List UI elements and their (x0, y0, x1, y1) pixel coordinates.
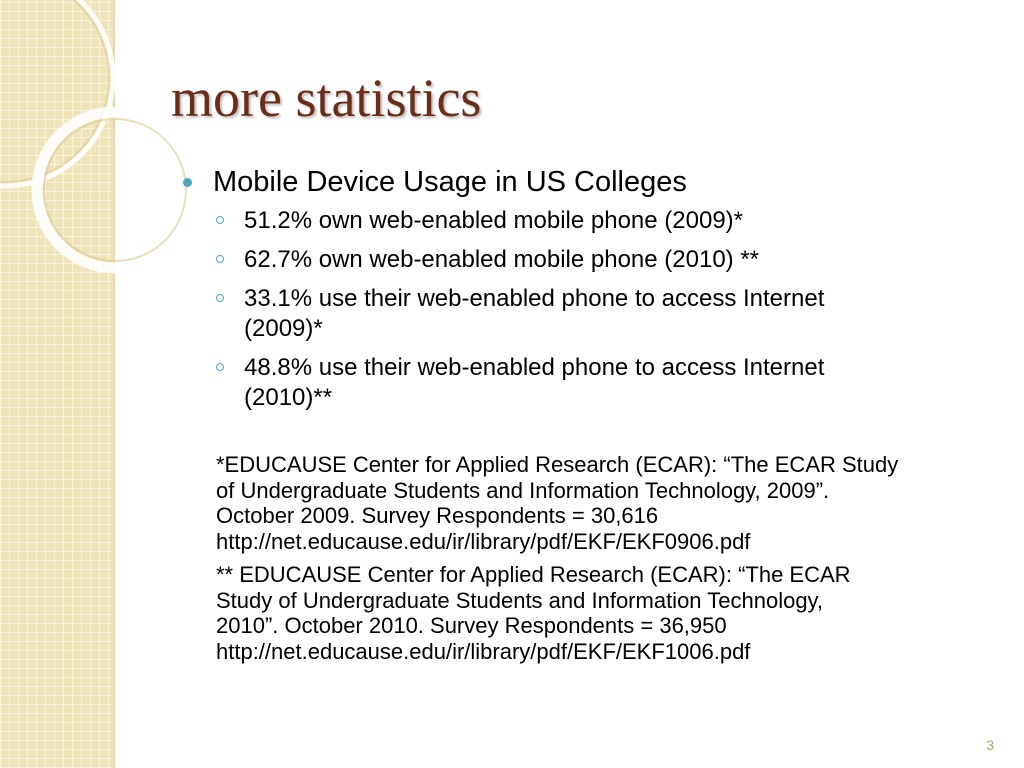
references (216, 452, 996, 672)
reference-2009 (216, 452, 996, 554)
band-edge-line (113, 0, 115, 768)
ring-bullet-icon (216, 216, 224, 224)
reference-line: Study of Undergraduate Students and Information Technology, (216, 587, 824, 613)
sub-bullet-list (213, 206, 1000, 413)
reference-line: *EDUCAUSE Center for Applied Research (ECAR): “The ECAR Study (216, 452, 899, 477)
page-number: 3 (986, 737, 994, 753)
main-content (180, 164, 1000, 422)
reference-line: ** EDUCAUSE Center for Applied Research (ECAR): “The ECAR (216, 562, 851, 587)
sub-bullet-item (213, 245, 1000, 275)
ring-bullet-icon (216, 363, 224, 371)
sub-bullet-text-continued: (2009)* (244, 315, 323, 342)
sub-bullet-item (213, 284, 1000, 344)
sub-bullet-text: 62.7% own web-enabled mobile phone (2010) ** (244, 246, 760, 273)
reference-url: http://net.educause.edu/ir/library/pdf/EKF/EKF1006.pdf (216, 638, 751, 664)
reference-line: of Undergraduate Students and Information Technology, 2009”. (216, 477, 830, 503)
sub-bullet-item (213, 206, 1000, 236)
sub-bullet-text: 33.1% use their web-enabled phone to access Internet (244, 285, 825, 312)
decorative-grid-band (0, 0, 113, 768)
bullet-main (180, 164, 1000, 200)
sub-bullet-text: 48.8% use their web-enabled phone to access Internet (244, 354, 825, 381)
sub-bullet-text: 51.2% own web-enabled mobile phone (2009)* (244, 207, 744, 234)
reference-line: October 2009. Survey Respondents = 30,616 (216, 503, 659, 528)
sub-bullet-item (213, 353, 1000, 413)
slide-title: more statistics (171, 68, 482, 128)
ring-bullet-icon (216, 255, 224, 263)
sub-bullet-text-continued: (2010)** (244, 384, 333, 411)
bullet-dot-icon (183, 178, 192, 187)
bullet-main-text: Mobile Device Usage in US Colleges (213, 166, 687, 198)
reference-url: http://net.educause.edu/ir/library/pdf/EKF/EKF0906.pdf (216, 528, 751, 554)
ring-bullet-icon (216, 294, 224, 302)
reference-2010 (216, 562, 996, 664)
reference-line: 2010”. October 2010. Survey Respondents = 36,950 (216, 613, 727, 638)
